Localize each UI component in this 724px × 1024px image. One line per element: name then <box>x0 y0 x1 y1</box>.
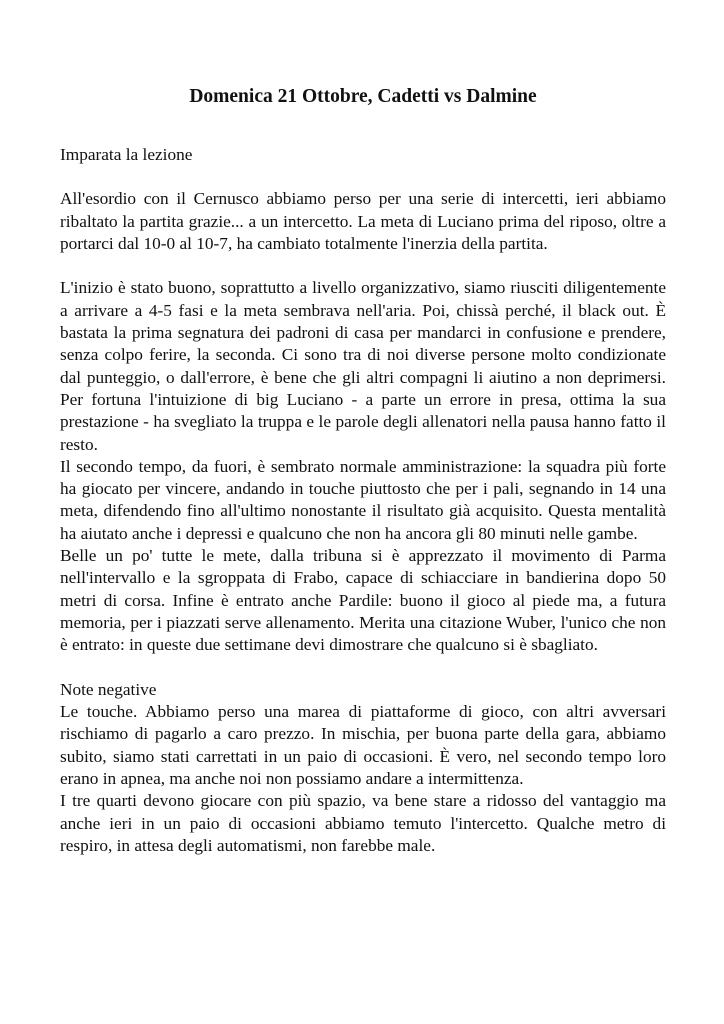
document-title: Domenica 21 Ottobre, Cadetti vs Dalmine <box>189 86 537 107</box>
paragraph-spacer <box>60 657 666 679</box>
paragraph-lineouts: Le touche. Abbiamo perso una marea di piattaforme di gioco, con altri avversari rischiamo di pagarlo a caro prezzo. In mischia, per buona parte della gara, abbiamo subito, siamo stati carrettati in un paio di occasioni. È vero, nel secondo tempo loro erano in apnea, ma anche noi non possiamo andare a intermittenza. <box>60 702 666 789</box>
document-page <box>60 84 666 857</box>
negative-notes-heading: Note negative <box>60 679 157 699</box>
paragraph-tries: Belle un po' tutte le mete, dalla tribuna si è apprezzato il movimento di Parma nell'intervallo e la sgroppata di Frabo, capace di schiacciare in bandierina dopo 50 metri di corsa. Infine è entrato anche Pardile: buono il gioco al piede ma, a futura memoria, per i piazzati serve allenamento. Merita una citazione Wuber, l'unico che non è entrato: in queste due settimane devi dimostrare che qualcuno si è sbagliato. <box>60 546 666 655</box>
paragraph-intro: All'esordio con il Cernusco abbiamo perso per una serie di intercetti, ieri abbiamo ribaltato la partita grazie... a un intercetto. La meta di Luciano prima del riposo, oltre a portarci dal 10-0 al 10-7, ha cambiato totalmente l'inerzia della partita. <box>60 189 666 253</box>
paragraph-backs: I tre quarti devono giocare con più spazio, va bene stare a ridosso del vantaggio ma anche ieri in un paio di occasioni abbiamo temuto l'intercetto. Qualche metro di respiro, in attesa degli automatismi, non farebbe male. <box>60 791 666 855</box>
paragraph-spacer <box>60 255 666 277</box>
document-subtitle: Imparata la lezione <box>60 145 193 164</box>
paragraph-first-half: L'inizio è stato buono, soprattutto a livello organizzativo, siamo riusciti diligentemente a arrivare a 4-5 fasi e la meta sembrava nell'aria. Poi, chissà perché, il black out. È bastata la prima segnatura dei padroni di casa per mandarci in confusione e prendere, senza colpo ferire, la seconda. Ci sono tra di noi diverse persone molto condizionate dal punteggio, o dall'errore, è bene che gli altri compagni li aiutino a non deprimersi. Per fortuna l'intuizione di big Luciano - a parte un errore in presa, ottima la sua prestazione - ha svegliato la truppa e le parole degli allenatori nella pausa hanno fatto il resto. <box>60 278 666 454</box>
paragraph-second-half: Il secondo tempo, da fuori, è sembrato normale amministrazione: la squadra più forte ha giocato per vincere, andando in touche piuttosto che per i pali, segnando in 14 una meta, difendendo fino all'ultimo nonostante il risultato già acquisito. Questa mentalità ha aiutato anche i depressi e qualcuno che non ha ancora gli 80 minuti nelle gambe. <box>60 456 666 543</box>
